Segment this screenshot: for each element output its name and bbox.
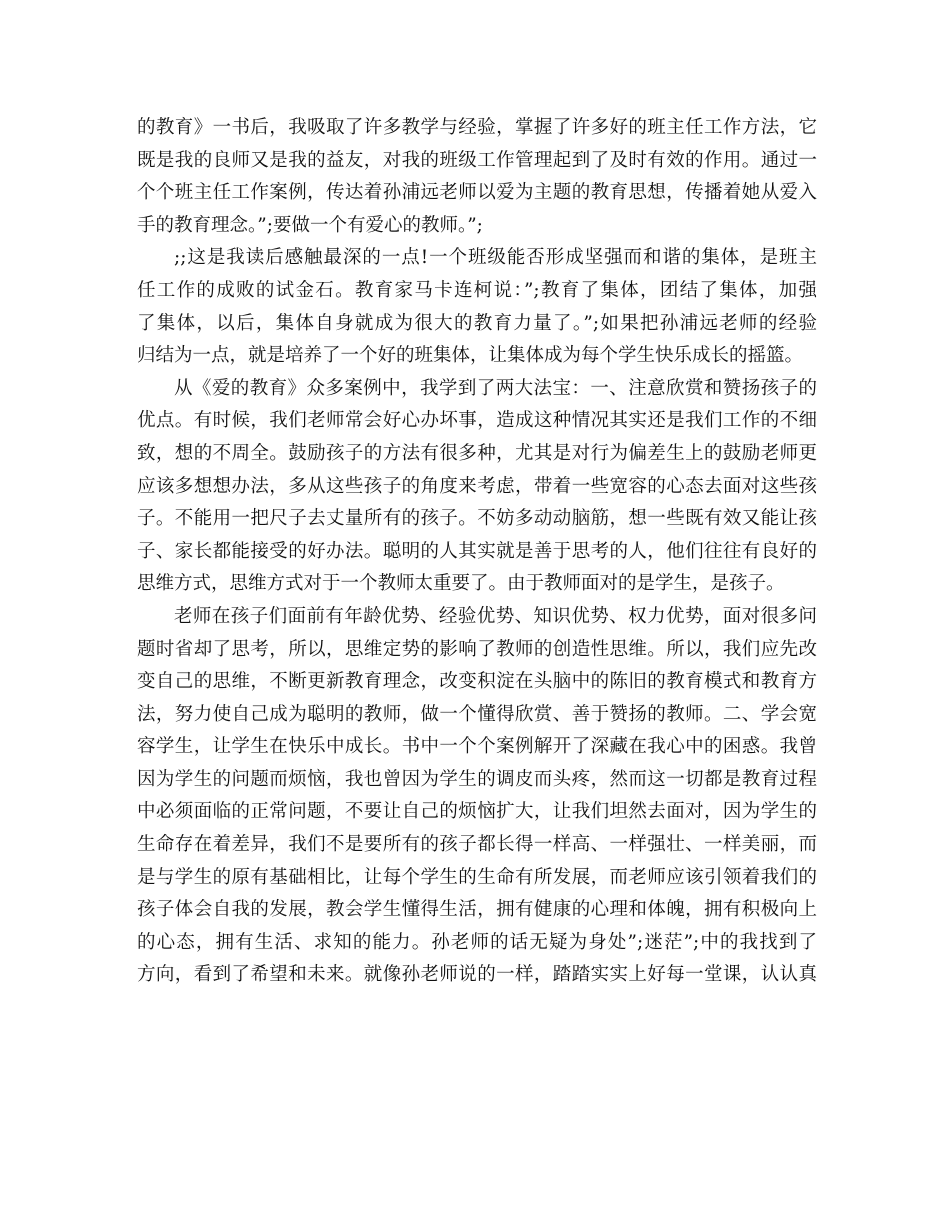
text-line: 题时省却了思考，所以，思维定势的影响了教师的创造性思维。所以，我们应先改	[137, 638, 817, 660]
text-line: 了集体，以后，集体自身就成为很大的教育力量了。”;如果把孙浦远老师的经验	[137, 312, 817, 334]
paragraph-3	[137, 373, 817, 601]
paragraph-1	[137, 112, 817, 242]
text-line: 任工作的成败的试金石。教育家马卡连柯说：”;教育了集体，团结了集体，加强	[137, 279, 817, 301]
body-text	[137, 112, 817, 992]
text-line: 的心态，拥有生活、求知的能力。孙老师的话无疑为身处”;迷茫”;中的我找到了	[137, 931, 817, 953]
text-line: 应该多想想办法，多从这些孩子的角度来考虑，带着一些宽容的心态去面对这些孩	[137, 475, 817, 497]
text-line: 中必须面临的正常问题，不要让自己的烦恼扩大，让我们坦然去面对，因为学生的	[137, 801, 817, 823]
text-line: 手的教育理念。”;要做一个有爱心的教师。”;	[137, 214, 483, 236]
paragraph-4	[137, 601, 817, 992]
text-line: 优点。有时候，我们老师常会好心办坏事，造成这种情况其实还是我们工作的不细	[137, 410, 817, 432]
text-line: 法，努力使自己成为聪明的教师，做一个懂得欣赏、善于赞扬的教师。二、学会宽	[137, 703, 817, 725]
text-line: 孩子体会自我的发展，教会学生懂得生活，拥有健康的心理和体魄，拥有积极向上	[137, 899, 817, 921]
text-line: ;;这是我读后感触最深的一点!一个班级能否形成坚强而和谐的集体，是班主	[174, 247, 817, 269]
text-line: 的教育》一书后，我吸取了许多教学与经验，掌握了许多好的班主任工作方法，它	[137, 117, 817, 138]
text-line: 容学生，让学生在快乐中成长。书中一个个案例解开了深藏在我心中的困惑。我曾	[137, 736, 817, 758]
text-line: 子。不能用一把尺子去丈量所有的孩子。不妨多动动脑筋，想一些既有效又能让孩	[137, 508, 817, 530]
text-line: 变自己的思维，不断更新教育理念，改变积淀在头脑中的陈旧的教育模式和教育方	[137, 671, 817, 693]
text-line: 归结为一点，就是培养了一个好的班集体，让集体成为每个学生快乐成长的摇篮。	[137, 345, 804, 367]
text-line: 生命存在着差异，我们不是要所有的孩子都长得一样高、一样强壮、一样美丽，而	[137, 834, 817, 856]
text-line: 个个班主任工作案例，传达着孙浦远老师以爱为主题的教育思想，传播着她从爱入	[137, 182, 817, 204]
text-line: 子、家长都能接受的好办法。聪明的人其实就是善于思考的人，他们往往有良好的	[137, 540, 817, 562]
paragraph-2	[137, 242, 817, 372]
text-line: 思维方式，思维方式对于一个教师太重要了。由于教师面对的是学生，是孩子。	[137, 573, 785, 595]
text-line: 是与学生的原有基础相比，让每个学生的生命有所发展，而老师应该引领着我们的	[137, 866, 817, 888]
text-line: 因为学生的问题而烦恼，我也曾因为学生的调皮而头疼，然而这一切都是教育过程	[137, 768, 817, 790]
text-line: 老师在孩子们面前有年龄优势、经验优势、知识优势、权力优势，面对很多问	[174, 605, 817, 627]
text-line: 既是我的良师又是我的益友，对我的班级工作管理起到了及时有效的作用。通过一	[137, 149, 817, 171]
text-line: 致，想的不周全。鼓励孩子的方法有很多种，尤其是对行为偏差生上的鼓励老师更	[137, 442, 817, 464]
text-line: 从《爱的教育》众多案例中，我学到了两大法宝：一、注意欣赏和赞扬孩子的	[174, 377, 817, 399]
text-line: 方向，看到了希望和未来。就像孙老师说的一样，踏踏实实上好每一堂课，认认真	[137, 964, 817, 986]
